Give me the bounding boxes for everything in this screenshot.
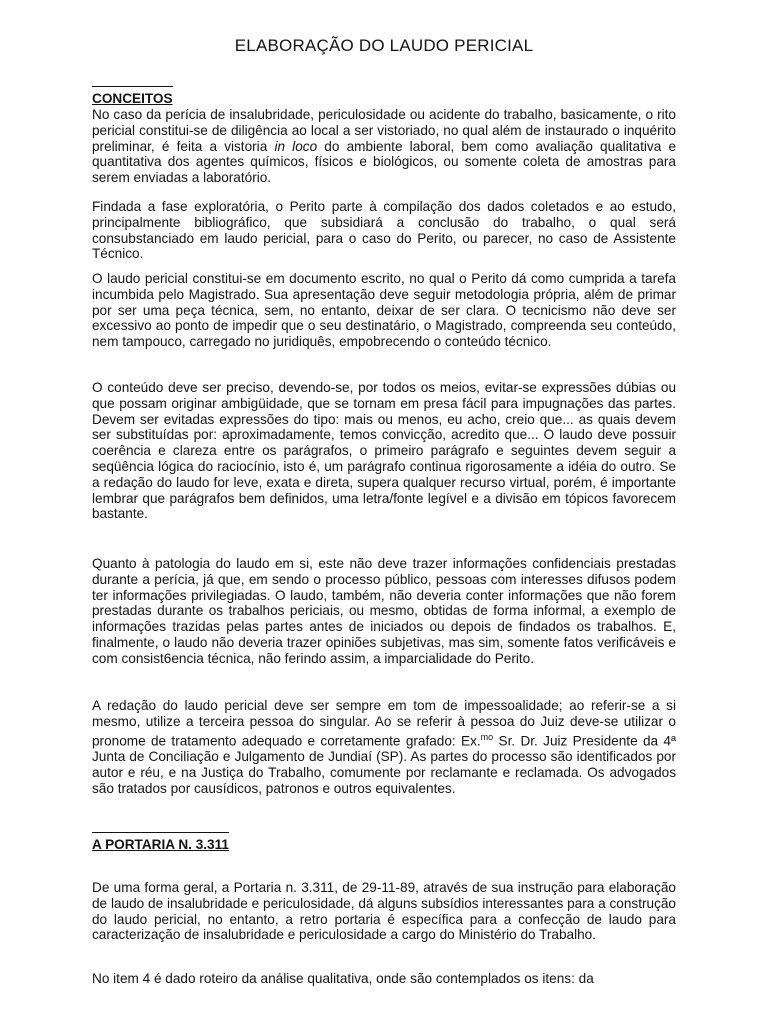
paragraph-8: No item 4 é dado roteiro da análise qualitativa, onde são contemplados os itens: da <box>92 971 594 986</box>
section-heading-conceitos: CONCEITOS <box>92 91 173 106</box>
paragraph-4: O conteúdo deve ser preciso, devendo-se, por todos os meios, evitar-se expressões dúbias ou que possam originar ambigüidade, que se tornam em presa fácil para impugnações das partes. Devem ser evitadas expressões do tipo: mais ou menos, eu acho, creio que... as quais devem ser substituídas por: aproximadamente, temos convicção, acredito que... O laudo deve possuir coerência e clareza entre os parágrafos, o primeiro parágrafo e seguintes devem seguir a seqüência lógica do raciocínio, isto é, um parágrafo continua rigorosamente a idéia do outro. Se a redação do laudo for leve, exata e direta, supera qualquer recurso virtual, porém, é importante lembrar que parágrafos bem definidos, uma letra/fonte legível e a divisão em tópicos favorecem bastante. <box>92 380 676 522</box>
document-title: ELABORAÇÃO DO LAUDO PERICIAL <box>234 36 534 55</box>
paragraph-7: De uma forma geral, a Portaria n. 3.311, de 29-11-89, através de sua instrução para elaboração de laudo de insalubridade e periculosidade, dá alguns subsídios interessantes para a construção do laudo pericial, no entanto, a retro portaria é específica para a confecção de laudo para caracterização de insalubridade e periculosidade a cargo do Ministério do Trabalho. <box>92 880 676 943</box>
paragraph-3: O laudo pericial constitui-se em documento escrito, no qual o Perito dá como cumprida a tarefa incumbida pelo Magistrado. Sua apresentação deve seguir metodologia própria, além de primar por ser uma peça técnica, sem, no entanto, deixar de ser clara. O tecnicismo não deve ser excessivo ao ponto de impedir que o seu destinatário, o Magistrado, compreenda seu conteúdo, nem tampouco, carregado no juridiquês, empobrecendo o conteúdo técnico. <box>92 271 676 350</box>
paragraph-1: No caso da perícia de insalubridade, periculosidade ou acidente do trabalho, basicamente, o rito pericial constitui-se de diligência ao local a ser vistoriado, no qual além de instaurado o inquérito preliminar, é feita a vistoria in loco do ambiente laboral, bem como avaliação qualitativa e quantitativa dos agentes químicos, físicos e biológicos, ou somente coleta de amostras para serem enviadas a laboratório. <box>92 107 677 186</box>
section-heading-portaria: A PORTARIA N. 3.311 <box>92 837 229 852</box>
paragraph-6: A redação do laudo pericial deve ser sempre em tom de impessoalidade; ao referir-se a si mesmo, utilize a terceira pessoa do singular. Ao se referir à pessoa do Juiz deve-se utilizar o pronome de tratamento adequado e corretamente grafado: Ex.$^{mo}$ Sr. Dr. Juiz Presidente da 4ª Junta de Conciliação e Julgamento de Jundiaí (SP). As partes do processo são identificados por autor e réu, e na Justiça do Trabalho, comumente por reclamante e reclamada. Os advogados são tratados por causídicos, patronos e outros equivalentes. <box>92 698 676 796</box>
paragraph-2: Findada a fase exploratória, o Perito parte à compilação dos dados coletados e ao estudo, principalmente bibliográfico, que subsidiará a conclusão do trabalho, o qual será consubstanciado em laudo pericial, para o caso do Perito, ou parecer, no caso de Assistente Técnico. <box>92 199 676 262</box>
paragraph-5: Quanto à patologia do laudo em si, este não deve trazer informações confidenciais prestadas durante a perícia, já que, em sendo o processo público, pessoas com interesses difusos podem ter informações privilegiadas. O laudo, também, não deveria conter informações que não forem prestadas durante os trabalhos periciais, ou mesmo, obtidas de forma informal, a exemplo de informações trazidas pelas partes antes de iniciados ou depois de findados os trabalhos. E, finalmente, o laudo não deveria trazer opiniões subjetivas, mas sim, somente fatos verificáveis e com consist6encia técnica, não ferindo assim, a imparcialidade do Perito. <box>92 556 676 666</box>
